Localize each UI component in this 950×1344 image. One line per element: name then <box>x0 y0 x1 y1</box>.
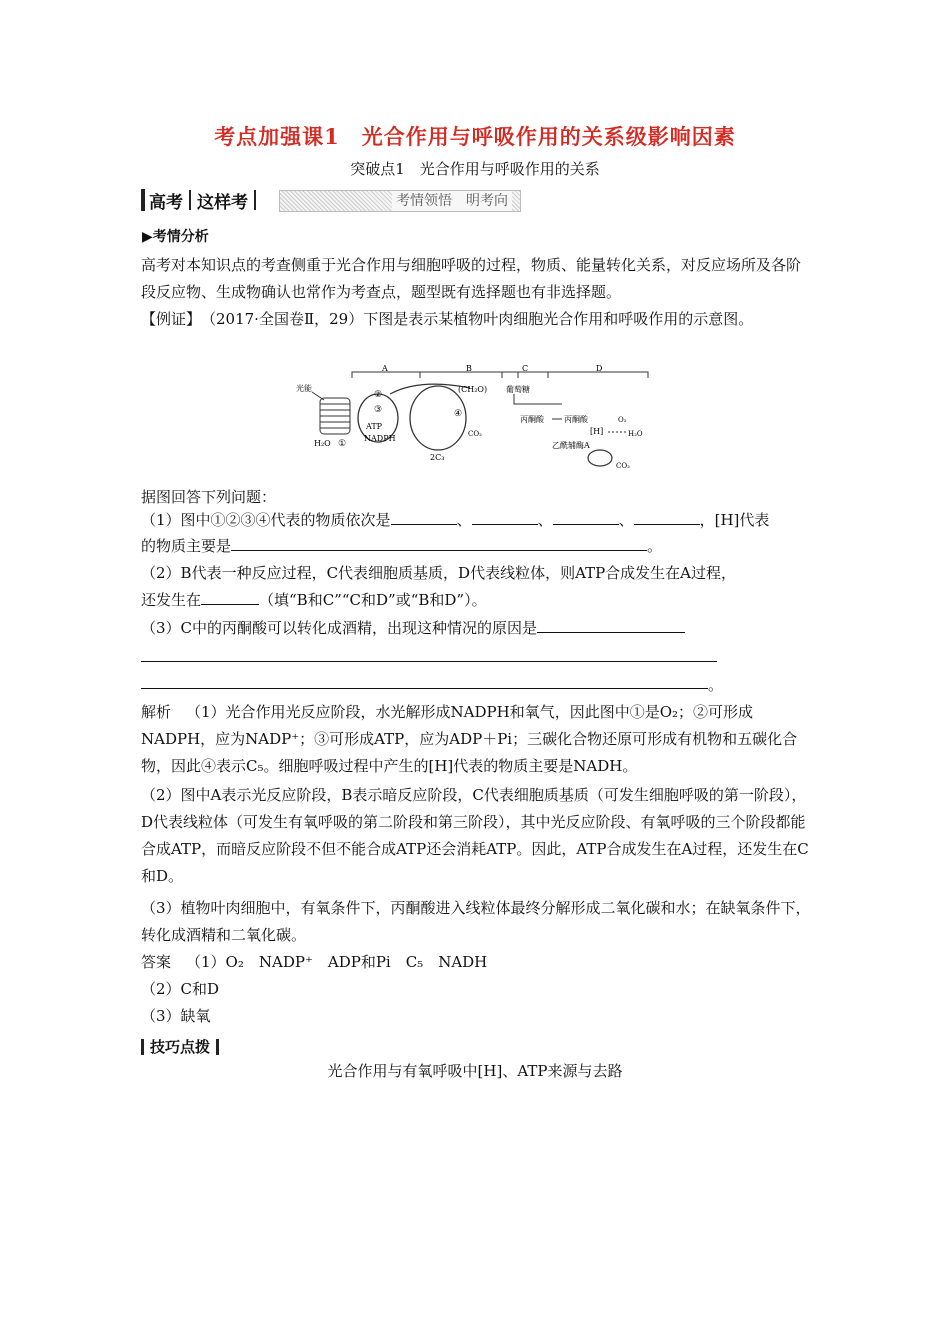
question-2-line-2 <box>141 587 811 614</box>
process-diagram-svg <box>290 364 660 474</box>
banner-word-1: 高考 <box>149 192 183 213</box>
answer-blank[interactable] <box>537 616 685 633</box>
answer-blank[interactable] <box>201 588 259 605</box>
glucose-label: 葡萄糖 <box>506 385 530 394</box>
co2-label-2: CO₂ <box>616 462 630 470</box>
h2o-label: H₂O <box>314 439 331 448</box>
q1-sep: 、 <box>456 511 472 529</box>
answer-rule[interactable] <box>141 661 717 662</box>
analysis-label: ▶考情分析 <box>142 229 209 245</box>
banner-left <box>141 187 262 213</box>
answer-blank[interactable] <box>231 534 647 551</box>
stage-label-a: A <box>382 364 388 373</box>
question-3-line-1 <box>141 615 811 642</box>
q1-sep: 、 <box>618 511 634 529</box>
page-subtitle: 突破点1 光合作用与呼吸作用的关系 <box>350 160 600 178</box>
thylakoid-stack <box>320 398 350 434</box>
q2-text-c: （填“B和C”“C和D”或“B和D”）。 <box>259 591 487 609</box>
tips-heading <box>141 1036 225 1057</box>
pyruvate-label-1: 丙酮酸 <box>520 415 544 424</box>
banner-bar <box>141 189 145 211</box>
light-arrow <box>312 392 324 400</box>
analysis-p1: （1）光合作用光反应阶段，水光解形成NADPH和氧气，因此图中①是O₂；②可形成NADPH，应为NADP⁺；③可形成ATP，应为ADP＋Pi；三碳化合物还原可形成有机物和五碳化合物，因此④表示C₅。细胞呼吸过程中产生的[H]代表的物质主要是NADH。 <box>141 703 798 775</box>
answer-line-1 <box>141 949 811 976</box>
banner-separator <box>254 190 256 210</box>
stage-label-c: C <box>522 364 529 373</box>
circled-4: ④ <box>454 409 463 419</box>
nadph-label: NADPH <box>364 434 396 443</box>
q1-text-b: ，[H]代表 <box>699 511 770 529</box>
light-label: 光能 <box>296 384 312 393</box>
circled-3: ③ <box>374 405 383 415</box>
q1-text-a: （1）图中①②③④代表的物质依次是 <box>141 511 391 529</box>
page-title: 考点加强课1 光合作用与呼吸作用的关系级影响因素 <box>214 124 736 149</box>
tips-head: 技巧点拨 <box>150 1038 211 1056</box>
analysis-head: 解析 <box>141 703 172 721</box>
q3-end: 。 <box>708 676 724 694</box>
answer-line-2: （2）C和D <box>141 980 220 998</box>
banner-word-2: 这样考 <box>197 192 248 213</box>
atp-label: ATP <box>366 422 383 431</box>
section-banner <box>141 187 519 213</box>
question-1-line-2 <box>141 533 811 560</box>
q2-text-b: 还发生在 <box>141 591 202 609</box>
process-diagram <box>290 364 660 474</box>
q3-text-a: （3）C中的丙酮酸可以转化成酒精，出现这种情况的原因是 <box>141 619 538 637</box>
banner-separator <box>189 190 191 210</box>
o2-label: O₂ <box>618 416 627 424</box>
c3-label: 2C₃ <box>430 453 445 462</box>
acetyl-label: 乙酰辅酶A <box>552 441 590 450</box>
stage-label-d: D <box>596 364 603 373</box>
answer-head: 答案 <box>141 953 172 971</box>
h-label: [H] <box>590 427 604 436</box>
answer-line-3: （3）缺氧 <box>141 1007 211 1025</box>
answer-blank[interactable] <box>553 508 619 525</box>
pyruvate-label-2: 丙酮酸 <box>564 415 588 424</box>
h2o-label-2: H₂O <box>628 430 643 438</box>
q1-text-c: 的物质主要是 <box>141 537 232 555</box>
answer-blank[interactable] <box>472 508 538 525</box>
circled-1: ① <box>338 439 347 449</box>
banner-right-text: 考情领悟 明考向 <box>392 191 512 211</box>
question-2-line-1: （2）B代表一种反应过程，C代表细胞质基质，D代表线粒体，则ATP合成发生在A过程， <box>141 564 737 582</box>
example-text: 【例证】 （2017·全国卷Ⅱ，29）下图是表示某植物叶肉细胞光合作用和呼吸作用的示意图。 <box>141 310 754 328</box>
answer-1: （1）O₂ NADP⁺ ADP和Pi C₅ NADH <box>186 953 488 971</box>
q1-sep: 、 <box>537 511 553 529</box>
answer-blank[interactable] <box>391 508 457 525</box>
answer-rule[interactable] <box>141 688 708 689</box>
answer-blank[interactable] <box>634 508 700 525</box>
circled-2: ② <box>374 390 383 400</box>
krebs-cycle <box>588 450 612 466</box>
analysis-text: 高考对本知识点的考查侧重于光合作用与细胞呼吸的过程，物质、能量转化关系，对反应场所及各阶段反应物、生成物确认也常作为考查点，题型既有选择题也有非选择题。 <box>141 256 802 301</box>
tips-bar <box>141 1039 144 1055</box>
co2-label-1: CO₂ <box>468 430 482 438</box>
banner-right <box>279 190 521 212</box>
question-1-line-1 <box>141 507 811 534</box>
q1-end: 。 <box>647 537 663 555</box>
glycolysis-arrow <box>514 394 562 404</box>
tips-line: 光合作用与有氧呼吸中[H]、ATP来源与去路 <box>327 1062 623 1080</box>
analysis-paragraph-2: （2）图中A表示光反应阶段，B表示暗反应阶段，C代表细胞质基质（可发生细胞呼吸的第一阶段），D代表线粒体（可发生有氧呼吸的第二阶段和第三阶段），其中光反应阶段、有氧呼吸的三个阶段都能合成ATP，而暗反应阶段不但不能合成ATP还会消耗ATP。因此，ATP合成发生在A过程，还发生在C和D。 <box>141 786 809 885</box>
tips-bar <box>216 1039 219 1055</box>
analysis-paragraph-1 <box>141 699 811 780</box>
ch2o-label: (CH₂O) <box>458 385 488 394</box>
stage-label-b: B <box>466 364 472 373</box>
analysis-paragraph-3: （3）植物叶肉细胞中，有氧条件下，丙酮酸进入线粒体最终分解形成二氧化碳和水；在缺氧条件下，转化成酒精和二氧化碳。 <box>141 899 811 944</box>
question-intro: 据图回答下列问题： <box>141 488 277 506</box>
